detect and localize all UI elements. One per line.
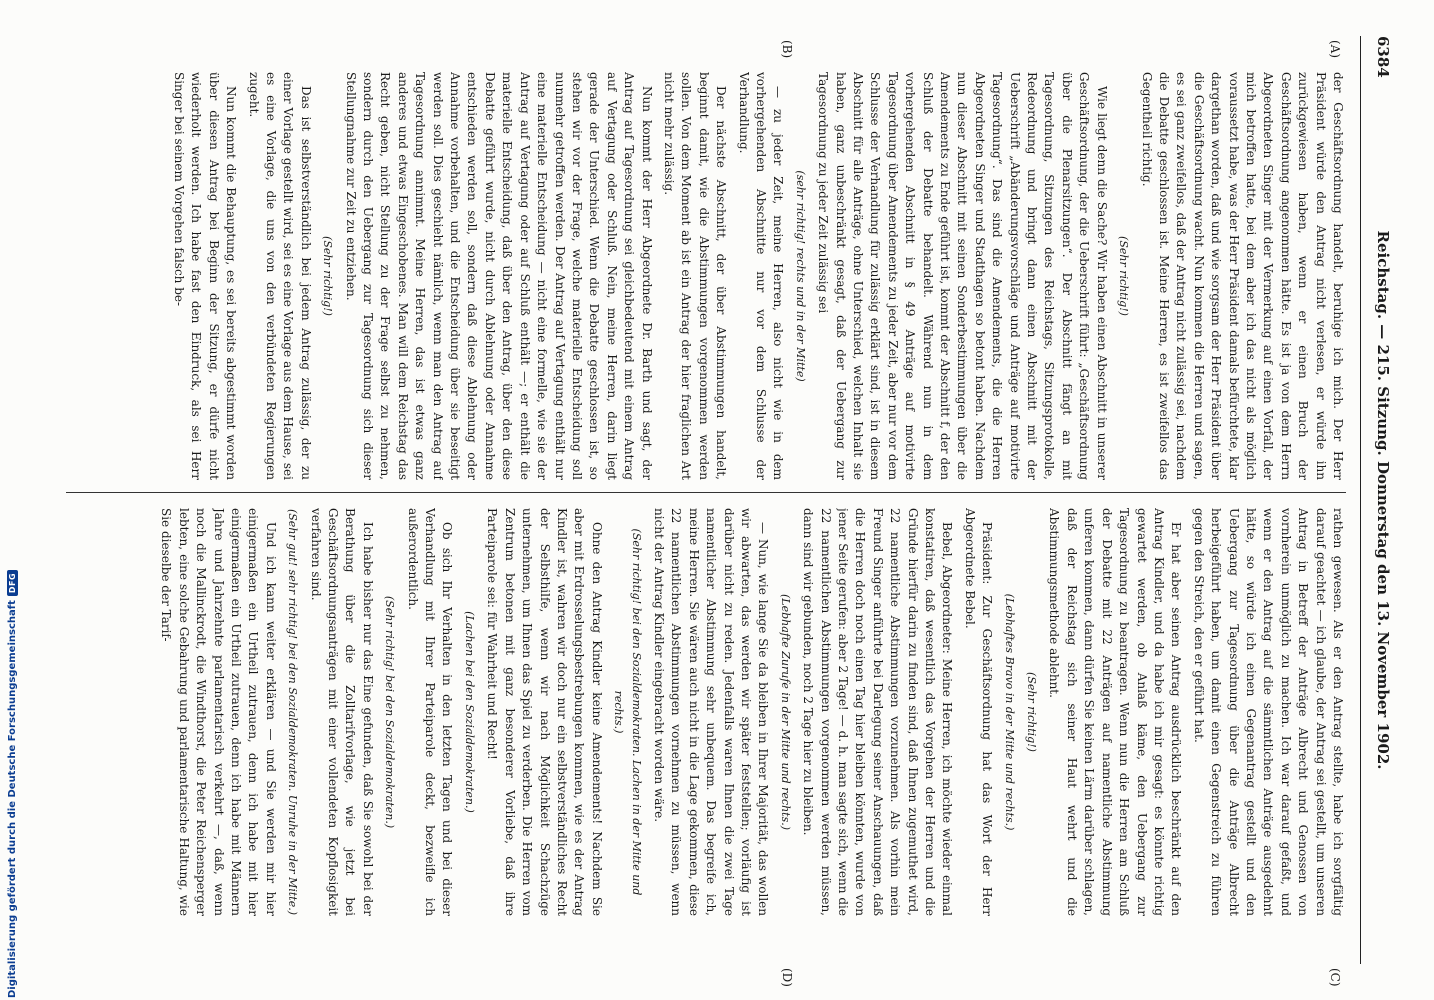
speaker-paragraph: Bebel, Abgeordneter: Meine Herren, ich möchte wieder einmal konstatiren, daß wesentlich das Vorgehen der Herren und die Gründe hierfür darin zu finden sind, daß Ihnen zugemuthet wird, 22 namentliche Abstimmungen vorzunehmen. Als vorhin mein Freund Singer anführte bei Darlegung seiner Anschauungen, daß die Herren doch noch einen Tag hier bleiben könnten, wurde von jener Seite gerufen: aber 2 Tage! — d. h. man sagte sich, wenn die 22 namentlichen Abstimmungen vorgenommen werden müssen, dann sind wir gebunden, noch 2 Tage hier zu bleiben.	[801, 508, 955, 916]
interjection: (Lebhaftes Bravo in der Mitte und rechts.)	[1002, 593, 1016, 831]
margin-marker-c: (C)	[1328, 968, 1342, 987]
speaker-paragraph: Präsident: Zur Geschäftsordnung hat das Wort der Herr Abgeordnete Bebel.	[962, 508, 995, 916]
paragraph: Ohne den Antrag Kindler keine Amendements! Nachdem Sie aber mit Erdrosselungsbestrebungen kommen, wie es der Antrag Kindler ist, wahren wir doch nur ein selbstverständliches Recht der Selbsthilfe, wenn wir nach Möglichkeit Schachzüge unternehmen, um Ihnen das Spiel zu verderben. Die Herren vom Zentrum betonen mit ganz besonderer Vorliebe, daß ihre Parteiparole sei: für Wahrheit und Recht!	[485, 508, 604, 916]
paragraph: Der nächste Abschnitt, der über Abstimmungen handelt, beginnt damit, wie die Abstimmungen vorgenommen werden sollen. Von dem Moment ab ist ein Antrag der hier fraglichen Art nicht mehr zulässig.	[661, 72, 729, 480]
interjection: (Lachen bei den Sozialdemokraten.)	[462, 611, 476, 813]
margin-marker-d: (D)	[780, 968, 794, 987]
interjection: (Sehr richtig!)	[1117, 236, 1131, 316]
paragraph: der Geschäftsordnung handelt, beruhige ich mich. Der Herr Präsident würde den Antrag nicht verlesen, er würde ihn zurückgewiesen haben, wenn er einen Bruch der Geschäftsordnung angenommen hätte. Es ist ja von dem Herrn Abgeordneten Singer mit der Vermerkung auf einen Vorfall, der mich betroffen hatte, bei dem aber ich das nicht als möglich voraussetzt habe, was der Herr Präsident damals befürchtete, klar dargethan worden, daß und wie sorgsam der Herr Präsident über die Geschäftsordnung wacht. Nun kommen die Herren und sagen, es sei ganz zweifellos, daß der Antrag nicht zulässig sei, nachdem die Debatte geschlossen ist. Meine Herren, es ist zweifellos das Gegentheil richtig.	[1139, 72, 1345, 480]
paragraph: rathen gewesen. Als er den Antrag stellte, habe ich sorgfältig darauf geachtet — ich glaube, der Antrag sei gestellt, um unseren Antrag in Betreff der Anträge Albrecht und Genossen von vornherein unmöglich zu machen. Ich war darauf gefaßt, und wenn er den Antrag auf die sämmtlichen Anträge ausgedehnt hätte, so würde ich einen Gegenantrag gestellt und den Uebergang zur Tagesordnung über die Anträge Albrecht herbeigeführt haben, um damit einen Gegenstreich zu führen gegen den Streich, den er geführt hat.	[1191, 508, 1345, 916]
paragraph: Nun kommt die Behauptung, es sei bereits abgestimmt worden über diesen Antrag bei Beginn der Sitzung, er dürfe nicht wiederholt werden. Ich habe fast den Eindruck, als sei Herr Singer bei seinem Vorgehen falsch be-	[172, 72, 239, 480]
paragraph: — Nun, wie lange Sie da bleiben in Ihrer Majorität, das wollen wir abwarten, das werden wir später feststellen; vorläufig ist darüber nicht zu reden. Jedenfalls waren Ihnen die zwei Tage namentlicher Abstimmung sehr unbequem. Das begreife ich, meine Herren. Sie wären auch nicht in die Lage gekommen, diese 22 namentlichen Abstimmungen vornehmen zu müssen, wenn nicht der Antrag Kindler eingebracht worden wäre.	[651, 508, 771, 916]
interjection: (Sehr richtig! bei den Sozialdemokraten. Lachen in der Mitte und rechts.)	[612, 528, 643, 896]
interjection: (sehr richtig! rechts und in der Mitte)	[793, 170, 807, 382]
paragraph: Wie liegt denn die Sache? Wir haben einen Abschnitt in unserer Geschäftsordnung, der die Ueberschrift führt: „Geschäftsordnung über die Plenarsitzungen“. Der Abschnitt fängt an mit Tagesordnung, Sitzungen des Reichstags, Sitzungsprotokolle, Redeordnung und bringt dann einen Abschnitt mit der Ueberschrift „Abänderungsvorschläge und Anträge auf motivirte Tagesordnung“. Das sind die Amendements, die die Herren Abgeordneten Singer und Stadthagen so betont haben. Nachdem nun dieser Abschnitt mit seinen Sonderbestimmungen über die Amendements zu Ende geführt ist, kommt der Abschnitt f, der den Schluß der Debatte behandelt. Während nun in dem vorhergehenden Abschnitt in § 49 Anträge auf motivirte Tagesordnung über Amendements zu jeder Zeit, aber nur vor dem Schlusse der Verhandlung für zulässig erklärt sind, ist in diesem Abschnitt für alle Anträge, ohne Unterschied, welchen Inhalt sie haben, ganz unbeschränkt gesagt, daß der Uebergang zur Tagesordnung zu jeder Zeit zulässig sei	[816, 72, 1109, 480]
right-column	[66, 508, 1346, 916]
header-rule	[1360, 36, 1361, 964]
margin-marker-a: (A)	[1328, 40, 1342, 59]
paragraph: Nun kommt der Herr Abgeordnete Dr. Barth und sagt, der Antrag auf Tagesordnung sei gleichbedeutend mit einem Antrag auf Vertagung oder Schluß. Nein, meine Herren, darin liegt gerade der Unterschied. Wenn die Debatte geschlossen ist, so stehen wir vor der Frage, welche materielle Entscheidung soll nunmehr getroffen werden. Der Antrag auf Vertagung enthält nur eine materielle Entscheidung — nicht eine formelle, wie sie der Antrag auf Vertagung oder auf Schluß enthält —; er enthält die materielle Entscheidung, daß über den Antrag, über den diese Debatte geführt wurde, nicht durch Ablehnung oder Annahme entschieden werden soll, sondern daß diese Ablehnung oder Annahme vorbehalten, und die Entscheidung über sie beseitigt werden soll. Dies geschieht nämlich, wenn man den Antrag auf Tagesordnung annimmt. Meine Herren, das ist etwas ganz anderes und etwas Eingeschobenes. Man will dem Reichstag das Recht geben, nicht Stellung zu der Frage selbst zu nehmen, sondern durch den Uebergang zur Tagesordnung sich dieser Stellungnahme zur Zeit zu entziehen.	[343, 72, 654, 480]
left-column	[66, 72, 1346, 480]
dfg-logo: DFG	[7, 570, 18, 596]
paragraph: Und ich kann weiter erklären — und Sie werden mir hier einigermaßen ein Urtheil zutrauen, denn ich habe mit hier einigermaßen ein Urtheil zutrauen, denn ich habe mit Männern Jahre und Jahrzehnte parlamentarisch verkehrt —, daß, wenn noch die Mallinckrodt, die Windthorst, die Peter Reichensperger lebten, eine solche Gebahrung und parlamentarische Haltung, wie Sie dieselbe der Tarif-	[159, 508, 278, 916]
dfg-credit	[7, 570, 18, 998]
column-divider	[66, 492, 1346, 493]
dfg-credit-text: Digitalisierung gefördert durch die Deutsche Forschungsgemeinschaft	[7, 600, 18, 998]
interjection: (Sehr richtig! bei den Sozialdemokraten.)	[383, 595, 397, 829]
page-number: 6384	[1374, 36, 1392, 78]
page-title: Reichstag. — 215. Sitzung. Donnerstag den 13. November 1902.	[1374, 230, 1392, 770]
paragraph: Das ist selbstverständlich bei jedem Antrag zulässig, der zu einer Vorlage gestellt wird, sei es eine Vorlage aus dem Hause, sei es eine Vorlage, die uns von den verbündeten Regierungen zugeht.	[246, 72, 313, 480]
interjection: (Lebhafte Zurufe in der Mitte und rechts.)	[778, 593, 792, 831]
interjection: (Sehr richtig!)	[1025, 672, 1039, 752]
paragraph: — zu jeder Zeit, meine Herren, also nicht wie in dem vorhergehenden Abschnitte nur vor dem Schlusse der Verhandlung.	[736, 72, 786, 480]
paragraph: Ob sich Ihr Verhalten in den letzten Tagen und bei dieser Verhandlung mit Ihrer Parteiparole deckt, bezweifle ich außerordentlich.	[405, 508, 455, 916]
interjection: (Sehr gut! sehr richtig! bei den Sozialdemokraten. Unruhe in der Mitte.)	[286, 508, 300, 915]
paragraph: Ich habe bisher nur das Eine gefunden, daß Sie sowohl bei der Berathung über die Zolltarifvorlage, wie jetzt bei Geschäftsordnungsanträgen mit einer vollendeten Kopflosigkeit verfahren sind.	[308, 508, 375, 916]
paragraph: Er hat aber seinen Antrag ausdrücklich beschränkt auf den Antrag Kindler, und da habe ich mir gesagt: es könnte richtig gewartet werden, ob Anlaß käme, den Uebergang zur Tagesordnung zu beantragen. Wenn nun die Herren am Schluß der Debatte mit 22 Anträgen auf namentliche Abstimmung unferen kommen, dann dürfen Sie keinen Lärm darüber schlagen, daß der Reichstag sich seiner Haut wehrt und die Abstimmungsmethode ablehnt.	[1047, 508, 1184, 916]
margin-marker-b: (B)	[780, 40, 794, 59]
interjection: (Sehr richtig!)	[321, 236, 335, 316]
page-header	[1360, 36, 1400, 964]
